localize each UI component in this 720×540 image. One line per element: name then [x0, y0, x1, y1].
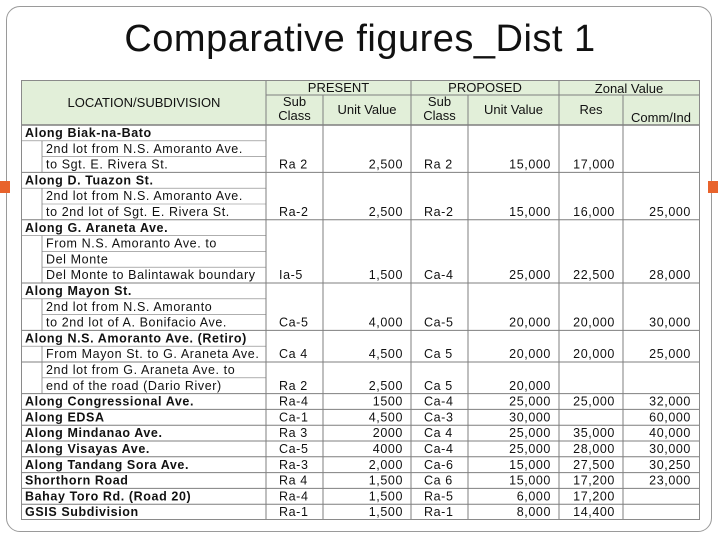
row-comm-value: 60,000 [649, 410, 691, 425]
header-zonal-value: Zonal Value [594, 81, 664, 96]
row-location-label: Along G. Araneta Ave. [25, 220, 169, 235]
row-psc-value: Ra-4 [279, 394, 309, 409]
row-location-label: to Sgt. E. Rivera St. [46, 157, 169, 172]
row-psc-value: Ra 3 [279, 426, 308, 441]
row-location-label: Del Monte [46, 252, 109, 267]
row-res-value: 27,500 [573, 457, 615, 472]
row-res-value: 17,200 [573, 473, 615, 488]
row-psc-value: Ia-5 [279, 268, 303, 283]
row-nsc-value: Ca 5 [424, 347, 453, 362]
header-present: PRESENT [307, 81, 370, 95]
row-puv-value: 1,500 [368, 473, 403, 488]
row-psc-value: Ra-2 [279, 205, 309, 219]
row-nsc-value: Ca-3 [424, 410, 454, 425]
row-location-label: Along Biak-na-Bato [25, 126, 152, 140]
row-location-label: Along Congressional Ave. [25, 394, 195, 409]
row-location-label: Shorthorn Road [25, 473, 129, 488]
row-nuv-value: 15,000 [509, 457, 551, 472]
row-puv-value: 4,000 [368, 315, 403, 330]
row-nsc-value: Ca 4 [424, 426, 453, 441]
row-location-label: Along Mindanao Ave. [25, 426, 163, 441]
row-puv-value: 2000 [372, 426, 403, 441]
row-puv-value: 4,500 [368, 410, 403, 425]
row-location-label: 2nd lot from N.S. Amoranto [46, 299, 213, 314]
row-psc-value: Ra-4 [279, 489, 309, 504]
header-comm-ind: Comm/Ind [631, 110, 691, 125]
row-psc-value: Ca 4 [279, 347, 308, 362]
slide-edge-marker-left [0, 181, 10, 193]
row-nsc-value: Ra-5 [424, 489, 454, 504]
row-res-value: 14,400 [573, 505, 615, 519]
row-nuv-value: 25,000 [509, 268, 551, 283]
row-nsc-value: Ra 2 [424, 157, 453, 172]
row-location-label: Bahay Toro Rd. (Road 20) [25, 489, 192, 504]
row-nuv-value: 8,000 [516, 505, 551, 519]
row-nuv-value: 25,000 [509, 426, 551, 441]
row-psc-value: Ca-5 [279, 442, 309, 456]
slide-edge-marker-right [708, 181, 718, 193]
row-nuv-value: 15,000 [509, 473, 551, 488]
row-nuv-value: 15,000 [509, 157, 551, 172]
row-res-value: 16,000 [573, 205, 615, 219]
row-location-label: From Mayon St. to G. Araneta Ave. [46, 347, 260, 362]
row-location-label: to 2nd lot of A. Bonifacio Ave. [46, 315, 227, 330]
row-location-label: 2nd lot from N.S. Amoranto Ave. [46, 189, 243, 204]
row-psc-value: Ra 2 [279, 378, 308, 393]
row-res-value: 28,000 [573, 442, 615, 456]
row-location-label: GSIS Subdivision [25, 505, 139, 519]
row-psc-value: Ca-1 [279, 410, 309, 425]
row-comm-value: 25,000 [649, 205, 691, 219]
row-location-label: Del Monte to Balintawak boundary [46, 268, 256, 283]
row-puv-value: 2,500 [368, 205, 403, 219]
header-res: Res [579, 102, 603, 117]
row-psc-value: Ra-3 [279, 457, 309, 472]
row-nuv-value: 20,000 [509, 378, 551, 393]
row-location-label: Along N.S. Amoranto Ave. (Retiro) [25, 331, 247, 346]
row-puv-value: 2,500 [368, 378, 403, 393]
row-nsc-value: Ra-2 [424, 205, 454, 219]
row-comm-value: 32,000 [649, 394, 691, 409]
row-nsc-value: Ca 5 [424, 378, 453, 393]
row-nsc-value: Ca 6 [424, 473, 453, 488]
row-nsc-value: Ca-4 [424, 268, 454, 283]
row-nuv-value: 15,000 [509, 205, 551, 219]
row-nsc-value: Ca-5 [424, 315, 454, 330]
row-res-value: 22,500 [573, 268, 615, 283]
row-nsc-value: Ca-6 [424, 457, 454, 472]
row-comm-value: 30,250 [649, 457, 691, 472]
header-proposed-sub-class: Sub Class [423, 94, 456, 123]
row-puv-value: 2,500 [368, 157, 403, 172]
row-comm-value: 23,000 [649, 473, 691, 488]
row-location-label: Along EDSA [25, 410, 105, 425]
row-psc-value: Ra 2 [279, 157, 308, 172]
row-puv-value: 1,500 [368, 268, 403, 283]
header-location: LOCATION/SUBDIVISION [67, 95, 221, 110]
header-present-unit-value: Unit Value [337, 102, 397, 117]
row-psc-value: Ca-5 [279, 315, 309, 330]
slide-title: Comparative figures_Dist 1 [124, 18, 596, 60]
comparative-figures-table [21, 80, 700, 520]
header-present-sub-class: Sub Class [278, 94, 311, 123]
row-puv-value: 4000 [372, 442, 403, 456]
row-res-value: 25,000 [573, 394, 615, 409]
row-comm-value: 25,000 [649, 347, 691, 362]
row-res-value: 17,200 [573, 489, 615, 504]
row-location-label: Along D. Tuazon St. [25, 173, 154, 188]
row-comm-value: 28,000 [649, 268, 691, 283]
row-nsc-value: Ca-4 [424, 442, 454, 456]
row-location-label: Along Tandang Sora Ave. [25, 457, 190, 472]
row-puv-value: 1,500 [368, 505, 403, 519]
row-location-label: 2nd lot from G. Araneta Ave. to [46, 363, 236, 377]
row-puv-value: 1500 [372, 394, 403, 409]
row-puv-value: 1,500 [368, 489, 403, 504]
header-proposed-unit-value: Unit Value [483, 102, 544, 117]
row-location-label: end of the road (Dario River) [46, 378, 222, 393]
table-canvas [22, 81, 699, 519]
row-location-label: to 2nd lot of Sgt. E. Rivera St. [46, 205, 230, 219]
row-res-value: 17,000 [573, 157, 615, 172]
row-puv-value: 4,500 [368, 347, 403, 362]
row-res-value: 35,000 [573, 426, 615, 441]
row-psc-value: Ra-1 [279, 505, 309, 519]
row-location-label: From N.S. Amoranto Ave. to [46, 236, 217, 251]
row-nuv-value: 30,000 [509, 410, 551, 425]
row-res-value: 20,000 [573, 347, 615, 362]
row-psc-value: Ra 4 [279, 473, 308, 488]
row-nuv-value: 20,000 [509, 347, 551, 362]
row-nsc-value: Ca-4 [424, 394, 454, 409]
row-nuv-value: 25,000 [509, 394, 551, 409]
row-puv-value: 2,000 [368, 457, 403, 472]
row-nuv-value: 6,000 [516, 489, 551, 504]
row-nuv-value: 20,000 [509, 315, 551, 330]
row-nuv-value: 25,000 [509, 442, 551, 456]
row-nsc-value: Ra-1 [424, 505, 454, 519]
row-res-value: 20,000 [573, 315, 615, 330]
header-proposed: PROPOSED [448, 81, 522, 95]
row-comm-value: 40,000 [649, 426, 691, 441]
row-location-label: Along Visayas Ave. [25, 442, 150, 456]
row-comm-value: 30,000 [649, 442, 691, 456]
row-location-label: Along Mayon St. [25, 284, 132, 298]
row-location-label: 2nd lot from N.S. Amoranto Ave. [46, 141, 243, 156]
row-comm-value: 30,000 [649, 315, 691, 330]
